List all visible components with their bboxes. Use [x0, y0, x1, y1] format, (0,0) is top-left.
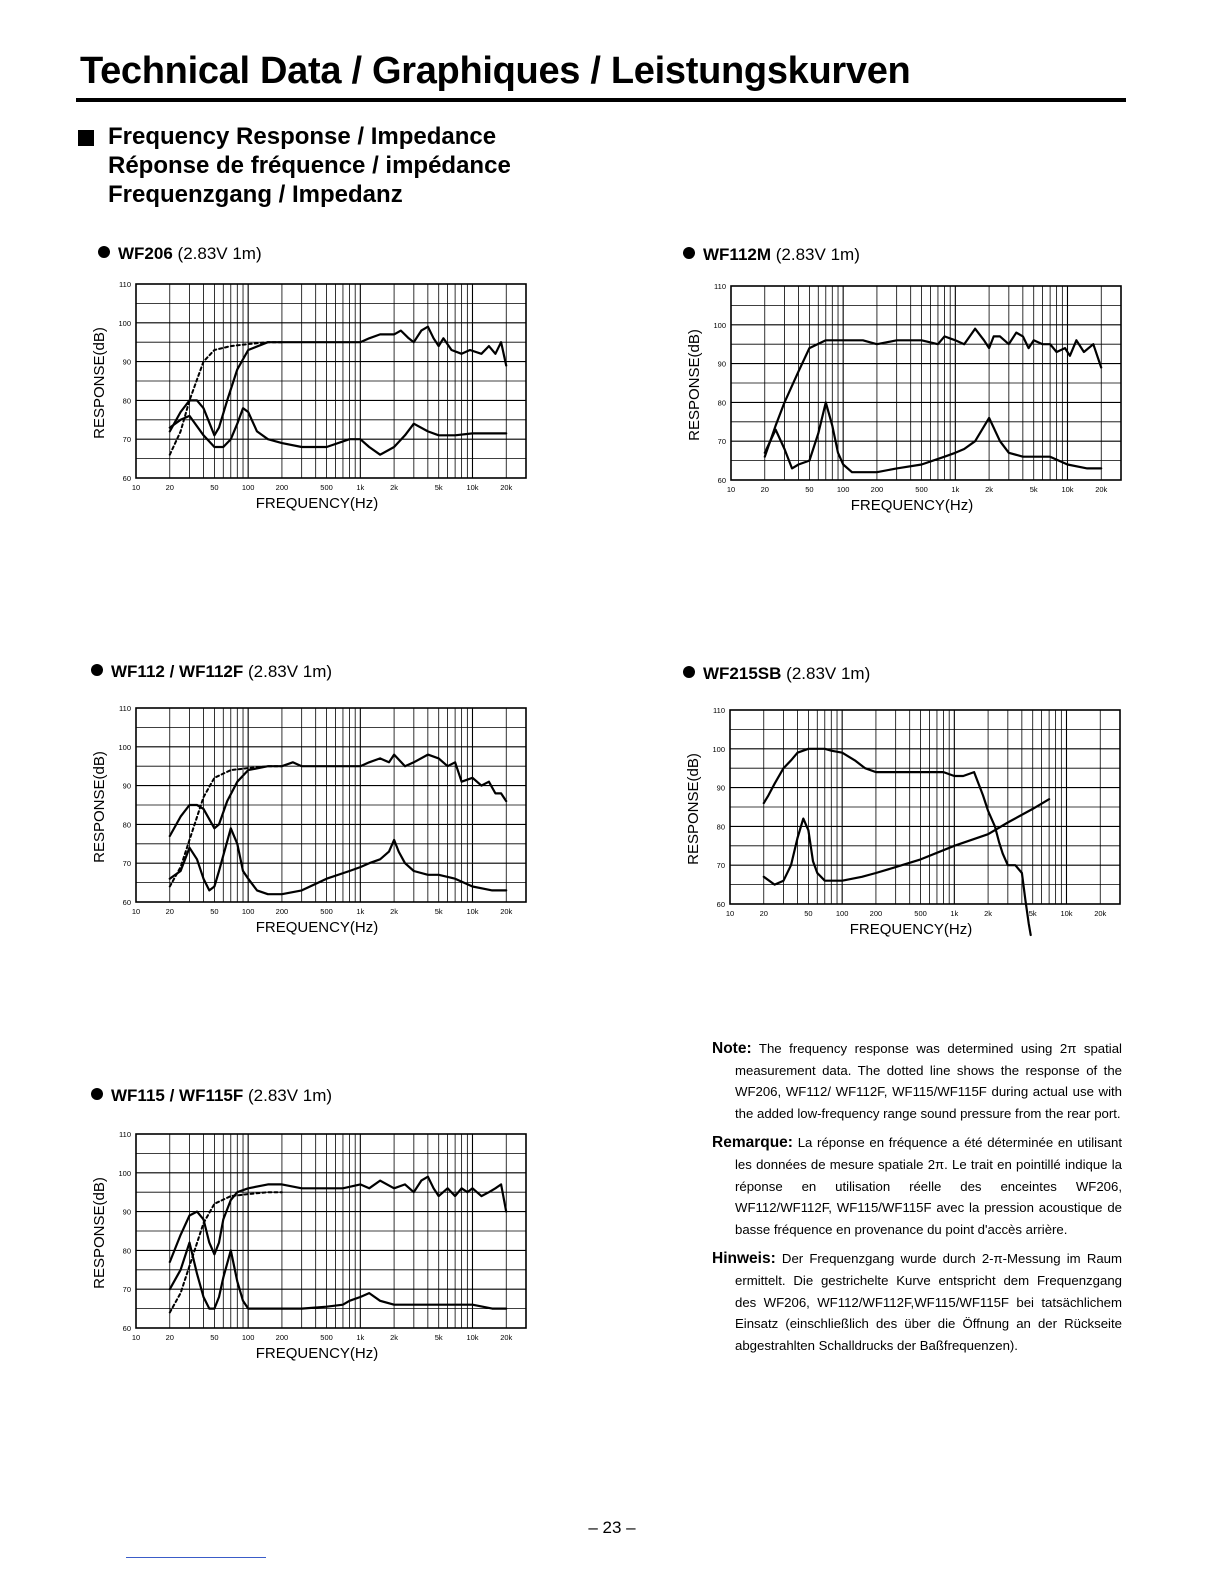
x-axis-label: FREQUENCY(Hz): [849, 921, 973, 938]
bullet-icon: [683, 666, 695, 678]
series-line-impedance: [170, 408, 506, 455]
y-tick-label: 70: [717, 437, 726, 447]
chart-wf215sb: [680, 704, 1125, 966]
x-tick-label: 20: [165, 1333, 174, 1342]
note-en: [712, 1038, 1122, 1124]
x-tick-label: 100: [835, 909, 849, 918]
notes-panel: [712, 1038, 1122, 1364]
chart-svg: [681, 280, 1126, 542]
x-tick-label: 200: [870, 485, 884, 494]
chart-title-wf115: WF115 / WF115F (2.83V 1m): [91, 1086, 332, 1106]
x-tick-label: 20: [165, 907, 174, 916]
x-tick-label: 100: [836, 485, 850, 494]
note-fr: [712, 1132, 1122, 1240]
y-tick-label: 110: [713, 706, 725, 715]
y-tick-label: 80: [716, 822, 725, 832]
y-tick-label: 110: [119, 1130, 131, 1139]
chart-title-wf112: WF112 / WF112F (2.83V 1m): [91, 662, 332, 682]
series-line-impedance: [765, 402, 1101, 472]
page-title: Technical Data / Graphiques / Leistungskurven: [80, 50, 911, 92]
x-tick-label: 20: [760, 485, 769, 494]
x-tick-label: 500: [320, 483, 333, 492]
y-tick-label: 90: [717, 359, 726, 369]
y-tick-label: 90: [122, 1207, 131, 1217]
x-tick-label: 10: [726, 485, 736, 494]
y-tick-label: 110: [714, 282, 726, 291]
y-tick-label: 80: [717, 398, 726, 408]
remarque-label: Remarque:: [712, 1134, 793, 1152]
x-axis-label: FREQUENCY(Hz): [255, 1345, 379, 1362]
y-axis-label: RESPONSE(dB): [91, 327, 108, 439]
x-tick-label: 5k: [434, 1333, 443, 1342]
x-tick-label: 10k: [466, 1333, 479, 1342]
y-tick-label: 60: [717, 476, 726, 485]
x-tick-label: 2k: [985, 485, 994, 494]
page-number: – 23 –: [588, 1518, 636, 1537]
chart-svg: [86, 1128, 531, 1390]
y-tick-label: 70: [122, 1285, 131, 1295]
x-tick-label: 50: [210, 1333, 219, 1342]
x-tick-label: 20k: [500, 1333, 513, 1342]
x-tick-label: 500: [915, 485, 928, 494]
x-tick-label: 10k: [466, 907, 479, 916]
bullet-icon: [91, 1088, 103, 1100]
x-tick-label: 1k: [356, 907, 365, 916]
x-tick-label: 10k: [466, 483, 479, 492]
x-tick-label: 500: [320, 907, 333, 916]
x-tick-label: 20k: [1094, 909, 1107, 918]
hinweis-label: Hinweis:: [712, 1250, 776, 1268]
y-tick-label: 60: [716, 900, 725, 909]
section-title-en: Frequency Response / Impedance: [108, 123, 497, 150]
x-tick-label: 10: [725, 909, 735, 918]
series-line-rear-port: [170, 766, 282, 886]
chart-wf115: [86, 1128, 531, 1390]
x-tick-label: 50: [210, 483, 219, 492]
x-tick-label: 200: [275, 907, 289, 916]
x-axis-label: FREQUENCY(Hz): [850, 497, 974, 514]
x-tick-label: 500: [320, 1333, 333, 1342]
x-tick-label: 1k: [951, 485, 960, 494]
series-line-response: [170, 755, 506, 836]
x-tick-label: 2k: [390, 907, 399, 916]
y-tick-label: 100: [118, 318, 131, 328]
bullet-icon: [91, 664, 103, 676]
x-tick-label: 20k: [500, 907, 513, 916]
y-tick-label: 100: [712, 744, 725, 754]
x-tick-label: 5k: [1029, 485, 1038, 494]
y-tick-label: 100: [118, 742, 131, 752]
x-tick-label: 2k: [390, 483, 399, 492]
x-tick-label: 200: [275, 1333, 289, 1342]
x-tick-label: 200: [275, 483, 289, 492]
series-line-response: [765, 329, 1101, 457]
y-tick-label: 90: [716, 783, 725, 793]
chart-svg: [86, 702, 531, 964]
y-tick-label: 100: [118, 1168, 131, 1178]
x-tick-label: 10: [131, 483, 141, 492]
x-tick-label: 20: [165, 483, 174, 492]
x-tick-label: 1k: [356, 483, 365, 492]
x-tick-label: 20: [759, 909, 768, 918]
y-tick-label: 60: [122, 474, 131, 483]
x-tick-label: 100: [241, 907, 255, 916]
x-tick-label: 1k: [356, 1333, 365, 1342]
section-title-fr: Réponse de fréquence / impédance: [108, 152, 511, 179]
series-line-impedance: [764, 799, 1049, 884]
note-text: The frequency response was determined using 2π spatial measurement data. The dotted line shows the response of the WF206, WF112/ WF112F, WF115/WF115F during actual use with the added low-frequency range sound pressure from the rear port.: [735, 1041, 1122, 1121]
x-tick-label: 5k: [434, 907, 443, 916]
x-tick-label: 200: [869, 909, 883, 918]
series-line-response: [764, 749, 1031, 935]
chart-title-wf112m: WF112M (2.83V 1m): [683, 245, 860, 265]
y-tick-label: 90: [122, 781, 131, 791]
x-tick-label: 5k: [434, 483, 443, 492]
y-tick-label: 80: [122, 820, 131, 830]
y-axis-label: RESPONSE(dB): [686, 329, 703, 441]
x-tick-label: 50: [805, 485, 814, 494]
bullet-icon: [98, 246, 110, 258]
x-tick-label: 500: [914, 909, 927, 918]
x-tick-label: 1k: [950, 909, 959, 918]
x-tick-label: 20k: [1095, 485, 1108, 494]
x-tick-label: 10k: [1061, 485, 1074, 494]
x-tick-label: 50: [210, 907, 219, 916]
x-tick-label: 10k: [1060, 909, 1073, 918]
y-axis-label: RESPONSE(dB): [685, 753, 702, 865]
y-tick-label: 110: [119, 280, 131, 289]
section-title-de: Frequenzgang / Impedanz: [108, 181, 403, 208]
y-tick-label: 60: [122, 898, 131, 907]
chart-wf206: [86, 278, 531, 540]
chart-svg: [680, 704, 1125, 966]
y-tick-label: 80: [122, 396, 131, 406]
x-tick-label: 2k: [984, 909, 993, 918]
x-tick-label: 20k: [500, 483, 513, 492]
x-tick-label: 100: [241, 483, 255, 492]
hinweis-text: Der Frequenzgang wurde durch 2-π-Messung im Raum ermittelt. Die gestrichelte Kurve entspricht dem Frequenzgang des WF206, WF112/WF112F,WF115/WF115F bei tatsächlichem Einsatz (einschließlich des über die Öffnung an der Rückseite abgestrahlten Schalldrucks der Baßfrequenzen).: [735, 1251, 1122, 1353]
y-tick-label: 70: [716, 861, 725, 871]
note-de: [712, 1248, 1122, 1356]
y-tick-label: 60: [122, 1324, 131, 1333]
title-rule: [76, 98, 1126, 102]
x-tick-label: 2k: [390, 1333, 399, 1342]
series-line-response: [170, 1177, 506, 1262]
x-tick-label: 100: [241, 1333, 255, 1342]
series-line-impedance: [170, 828, 506, 894]
square-bullet-icon: [78, 130, 94, 146]
y-axis-label: RESPONSE(dB): [91, 751, 108, 863]
chart-title-wf215sb: WF215SB (2.83V 1m): [683, 664, 870, 684]
x-axis-label: FREQUENCY(Hz): [255, 919, 379, 936]
remarque-text: La réponse en fréquence a été déterminée en utilisant les données de mesure spatiale 2π. Le trait en pointillé indique la réponse en utilisation réelle des enceintes WF206, WF112/WF112F, WF115/WF115F avec la pression acoustique de basse fréquence en provenance du point d'accès arrière.: [735, 1135, 1122, 1237]
y-tick-label: 100: [713, 320, 726, 330]
footer-rule: [126, 1557, 266, 1558]
y-tick-label: 110: [119, 704, 131, 713]
x-tick-label: 10: [131, 1333, 141, 1342]
chart-wf112m: [681, 280, 1126, 542]
x-tick-label: 50: [804, 909, 813, 918]
x-tick-label: 5k: [1028, 909, 1037, 918]
y-tick-label: 80: [122, 1246, 131, 1256]
y-tick-label: 70: [122, 435, 131, 445]
chart-svg: [86, 278, 531, 540]
x-tick-label: 10: [131, 907, 141, 916]
y-tick-label: 70: [122, 859, 131, 869]
chart-wf112: [86, 702, 531, 964]
bullet-icon: [683, 247, 695, 259]
y-tick-label: 90: [122, 357, 131, 367]
note-label: Note:: [712, 1040, 752, 1057]
y-axis-label: RESPONSE(dB): [91, 1177, 108, 1289]
chart-title-wf206: WF206 (2.83V 1m): [98, 244, 262, 264]
x-axis-label: FREQUENCY(Hz): [255, 495, 379, 512]
series-line-impedance: [170, 1243, 506, 1309]
